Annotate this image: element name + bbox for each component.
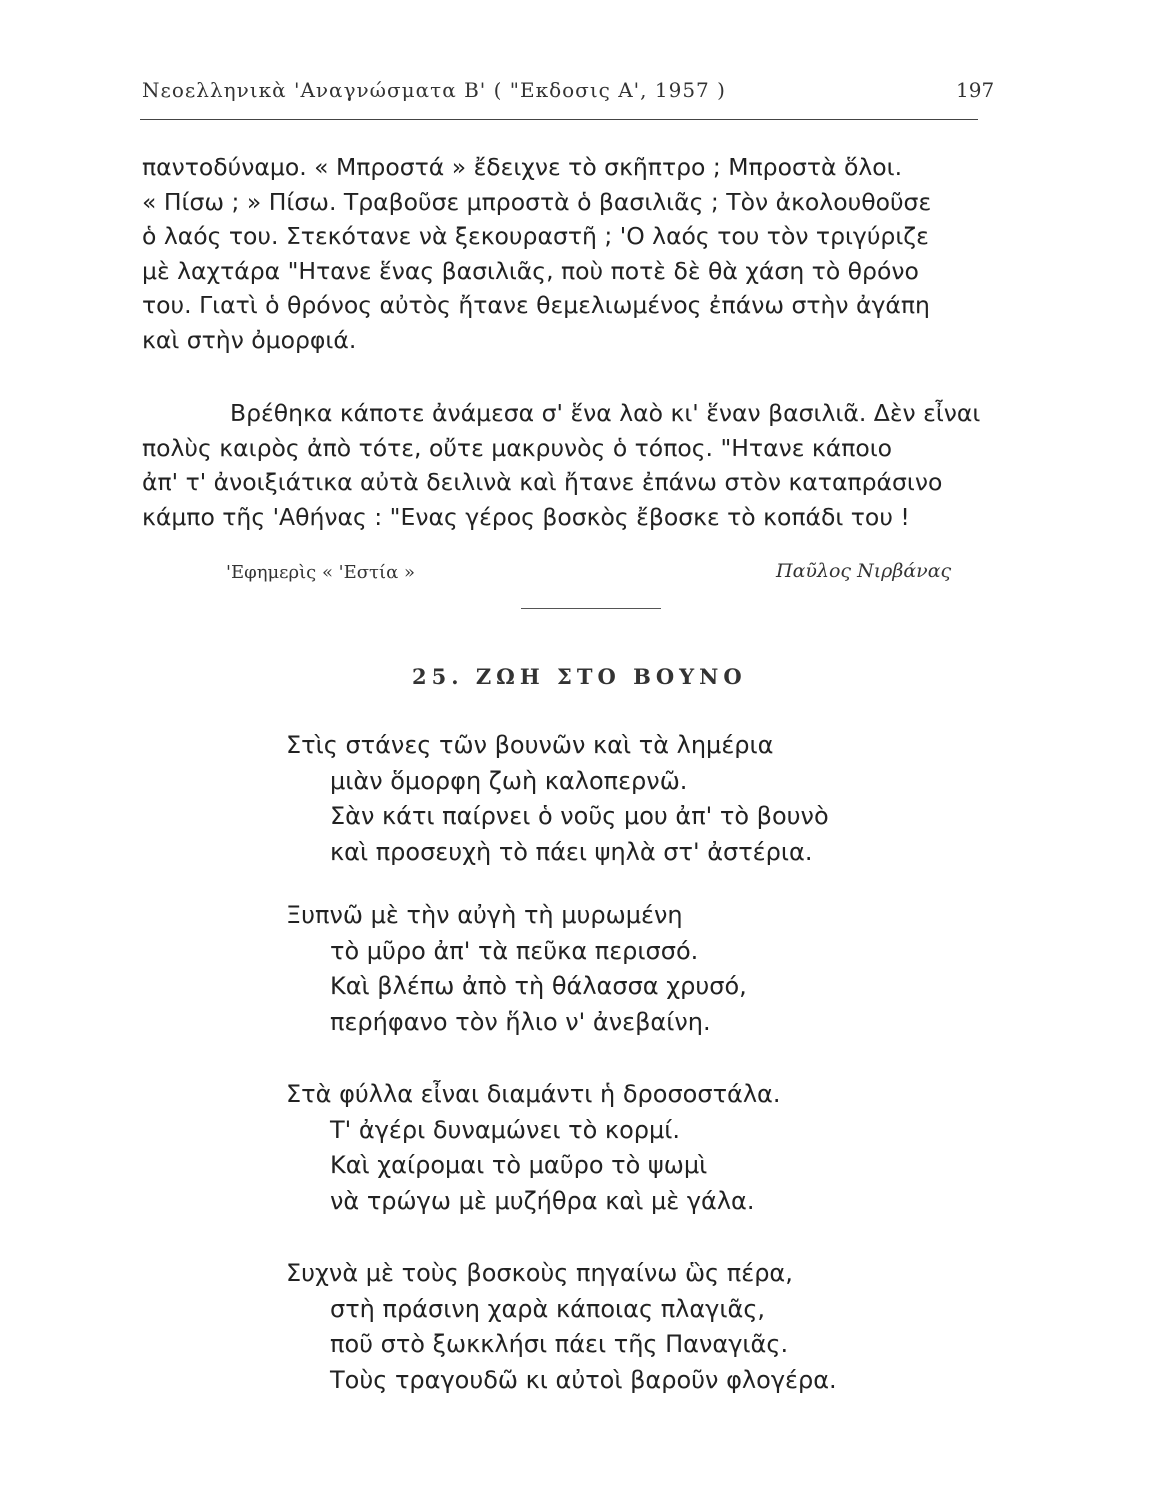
- text-line: καὶ στὴν ὀμορφιά.: [142, 325, 357, 354]
- verse-line: Στὰ φύλλα εἶναι διαμάντι ἡ δροσοστάλα.: [286, 1080, 781, 1108]
- running-header-title: Νεοελληνικὰ 'Αναγνώσματα Β' ( "Εκδοσις Α', 1957 ): [142, 78, 726, 102]
- poem-stanza-3: [286, 1077, 781, 1219]
- verse-line: Σὰν κάτι παίρνει ὁ νοῦς μου ἀπ' τὸ βουνὸ: [330, 802, 829, 830]
- text-line: κάμπο τῆς 'Αθήνας : "Ενας γέρος βοσκὸς ἔβοσκε τὸ κοπάδι του !: [142, 502, 910, 531]
- verse-line: Συχνὰ μὲ τοὺς βοσκοὺς πηγαίνω ὣς πέρα,: [286, 1259, 793, 1287]
- verse-line: Καὶ χαίρομαι τὸ μαῦρο τὸ ψωμὶ: [330, 1151, 708, 1179]
- verse-line: νὰ τρώγω μὲ μυζήθρα καὶ μὲ γάλα.: [330, 1186, 755, 1215]
- verse-line: Τοὺς τραγουδῶ κι αὐτοὶ βαροῦν φλογέρα.: [330, 1365, 837, 1394]
- text-line: ἀπ' τ' ἀνοιξιάτικα αὐτὰ δειλινὰ καὶ ἤτανε ἐπάνω στὸν καταπράσινο: [142, 468, 943, 496]
- text-line: του. Γιατὶ ὁ θρόνος αὐτὸς ἤτανε θεμελιωμένος ἐπάνω στὴν ἀγάπη: [142, 291, 930, 319]
- source-citation: 'Εφημερὶς « 'Εστία »: [226, 562, 415, 583]
- prose-paragraph-2: [142, 396, 987, 534]
- verse-line: Τ' ἀγέρι δυναμώνει τὸ κορμί.: [330, 1115, 681, 1144]
- poem-stanza-4: [286, 1256, 837, 1398]
- verse-line: ποῦ στὸ ξωκκλήσι πάει τῆς Παναγιᾶς.: [330, 1330, 789, 1358]
- poem-title: 25. ΖΩΗ ΣΤΟ ΒΟΥΝΟ: [412, 664, 747, 689]
- verse-line: περήφανο τὸν ἥλιο ν' ἀνεβαίνη.: [330, 1007, 711, 1036]
- author-name: Παῦλος Νιρβάνας: [776, 560, 952, 582]
- verse-line: Καὶ βλέπω ἀπὸ τὴ θάλασσα χρυσό,: [330, 972, 747, 1000]
- verse-line: καὶ προσευχὴ τὸ πάει ψηλὰ στ' ἀστέρια.: [330, 837, 813, 866]
- verse-line: Ξυπνῶ μὲ τὴν αὐγὴ τὴ μυρωμένη: [286, 901, 683, 929]
- verse-line: τὸ μῦρο ἀπ' τὰ πεῦκα περισσό.: [330, 936, 699, 965]
- poem-stanza-1: [286, 728, 829, 870]
- header-rule: [140, 119, 978, 120]
- text-line: παντοδύναμο. « Μπροστά » ἔδειχνε τὸ σκῆπτρο ; Μπροστὰ ὅλοι.: [142, 153, 903, 181]
- text-line: « Πίσω ; » Πίσω. Τραβοῦσε μπροστὰ ὁ βασιλιᾶς ; Τὸν ἀκολουθοῦσε: [142, 187, 932, 216]
- poem-stanza-2: [286, 898, 747, 1040]
- verse-line: στὴ πράσινη χαρὰ κάποιας πλαγιᾶς,: [330, 1294, 766, 1323]
- verse-line: μιὰν ὅμορφη ζωὴ καλοπερνῶ.: [330, 766, 688, 795]
- text-line: πολὺς καιρὸς ἀπὸ τότε, οὔτε μακρυνὸς ὁ τόπος. "Ητανε κάποιο: [142, 433, 893, 462]
- page-number: 197: [956, 78, 995, 102]
- verse-line: Στὶς στάνες τῶν βουνῶν καὶ τὰ λημέρια: [286, 731, 774, 759]
- text-line: μὲ λαχτάρα "Ητανε ἕνας βασιλιᾶς, ποὺ ποτὲ δὲ θὰ χάση τὸ θρόνο: [142, 256, 919, 285]
- prose-paragraph-1: [142, 150, 987, 357]
- section-divider: [521, 608, 661, 609]
- text-line: ὁ λαός του. Στεκότανε νὰ ξεκουραστῆ ; 'Ο λαός του τὸν τριγύριζε: [142, 222, 929, 250]
- text-line: Βρέθηκα κάποτε ἀνάμεσα σ' ἕνα λαὸ κι' ἕναν βασιλιᾶ. Δὲν εἶναι: [230, 399, 981, 427]
